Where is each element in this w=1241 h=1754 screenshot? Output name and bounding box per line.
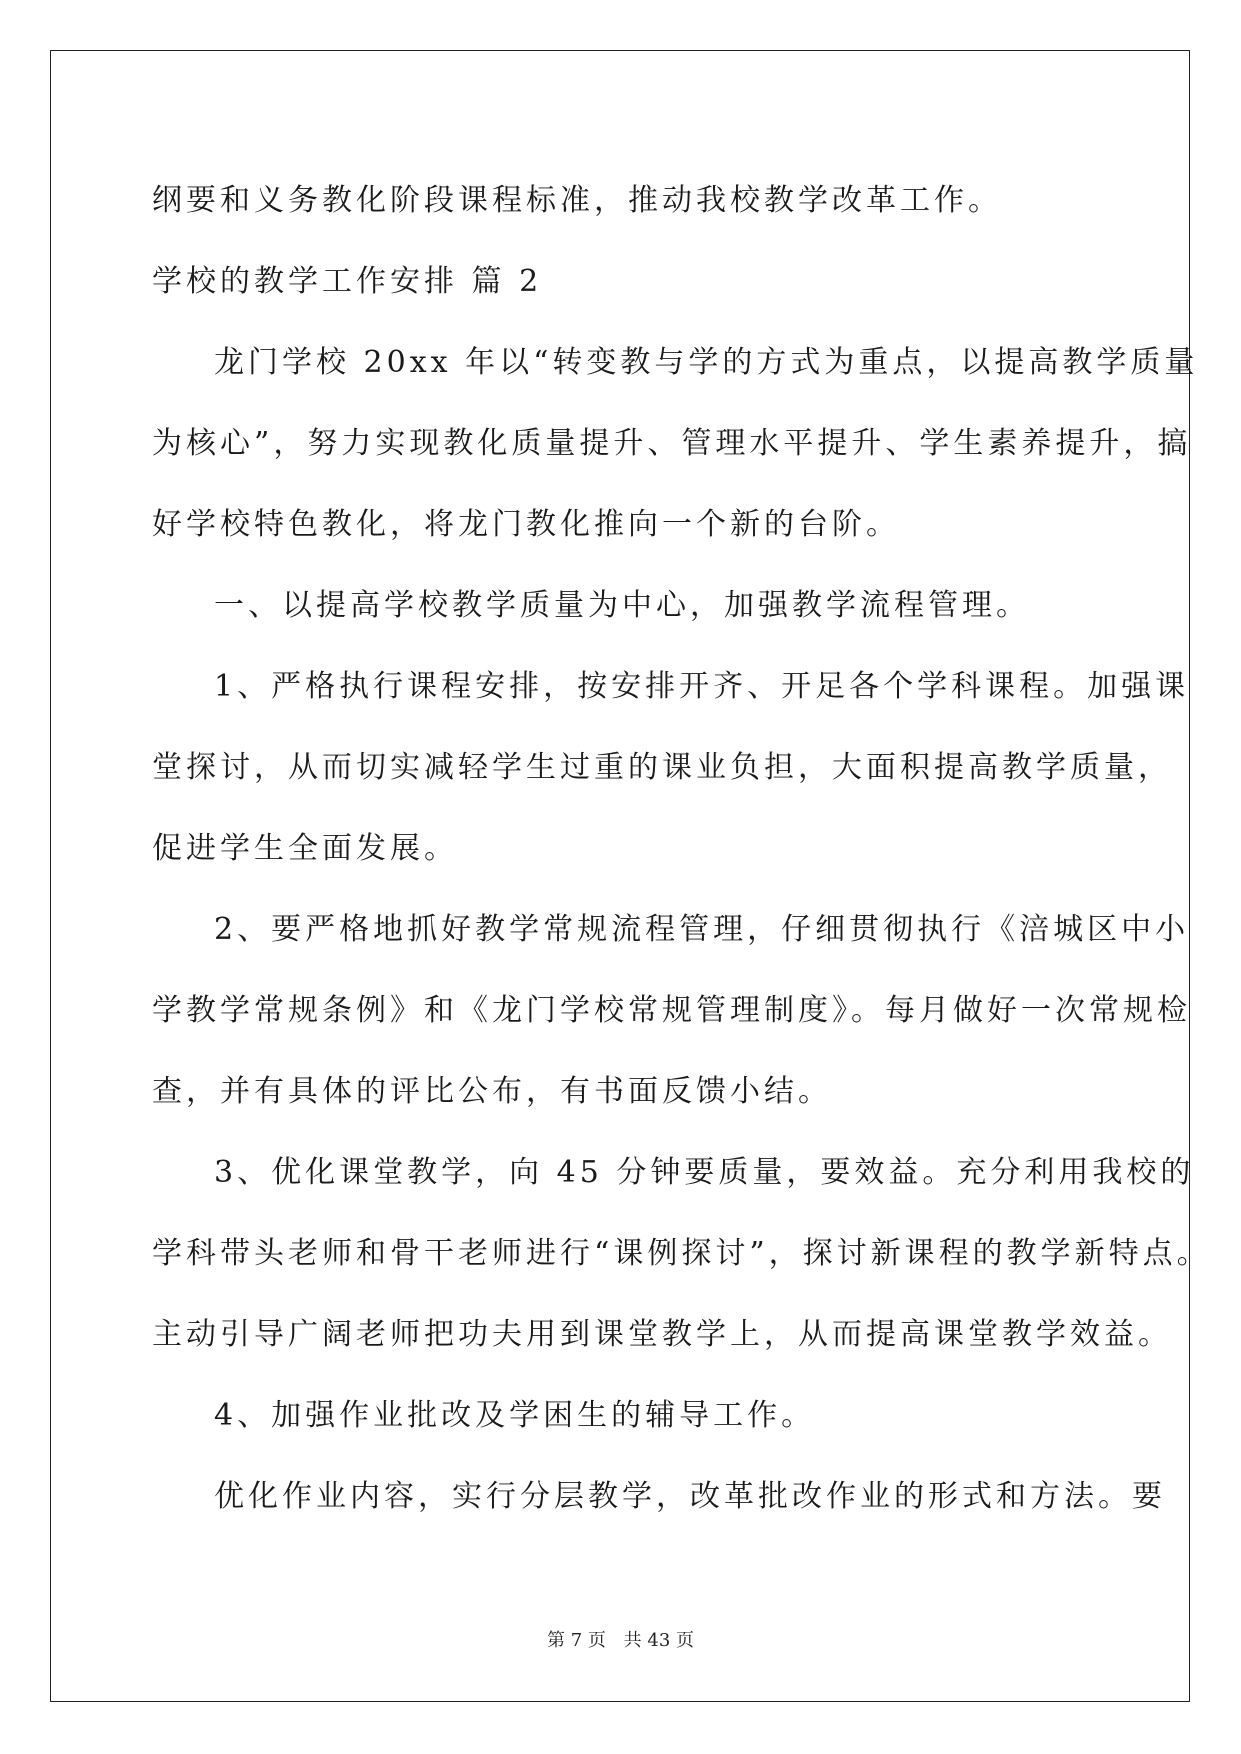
text-line-4: 为核心”，努力实现教化质量提升、管理水平提升、学生素养提升，搞 — [152, 426, 1192, 461]
page-footer — [0, 1626, 1241, 1652]
text-line-9: 促进学生全面发展。 — [152, 831, 458, 866]
section-heading: 学校的教学工作安排 篇 2 — [152, 264, 543, 299]
page-number: 第 7 页 — [547, 1630, 606, 1651]
text-line-16: 4、加强作业批改及学困生的辅导工作。 — [214, 1398, 816, 1433]
text-line-15: 主动引导广阔老师把功夫用到课堂教学上，从而提高课堂教学效益。 — [152, 1317, 1172, 1352]
text-line-6: 一、以提高学校教学质量为中心，加强教学流程管理。 — [214, 588, 1030, 623]
text-line-13: 3、优化课堂教学，向 45 分钟要质量，要效益。充分利用我校的 — [214, 1155, 1195, 1190]
text-line-12: 查，并有具体的评比公布，有书面反馈小结。 — [152, 1074, 832, 1109]
text-line-1: 纲要和义务教化阶段课程标准，推动我校教学改革工作。 — [152, 183, 1002, 218]
text-line-14: 学科带头老师和骨干老师进行“课例探讨”，探讨新课程的教学新特点。 — [152, 1236, 1211, 1271]
text-line-10: 2、要严格地抓好教学常规流程管理，仔细贯彻执行《涪城区中小 — [214, 912, 1190, 947]
document-body — [152, 160, 1211, 1537]
text-line-3: 龙门学校 20xx 年以“转变教与学的方式为重点，以提高教学质量 — [214, 345, 1199, 380]
text-line-11: 学教学常规条例》和《龙门学校常规管理制度》。每月做好一次常规检 — [152, 993, 1191, 1028]
text-line-5: 好学校特色教化，将龙门教化推向一个新的台阶。 — [152, 507, 900, 542]
text-line-7: 1、严格执行课程安排，按安排开齐、开足各个学科课程。加强课 — [214, 669, 1190, 704]
page-total: 共 43 页 — [623, 1630, 694, 1651]
text-line-8: 堂探讨，从而切实减轻学生过重的课业负担，大面积提高教学质量， — [152, 750, 1172, 785]
text-line-17: 优化作业内容，实行分层教学，改革批改作业的形式和方法。要 — [214, 1479, 1166, 1514]
